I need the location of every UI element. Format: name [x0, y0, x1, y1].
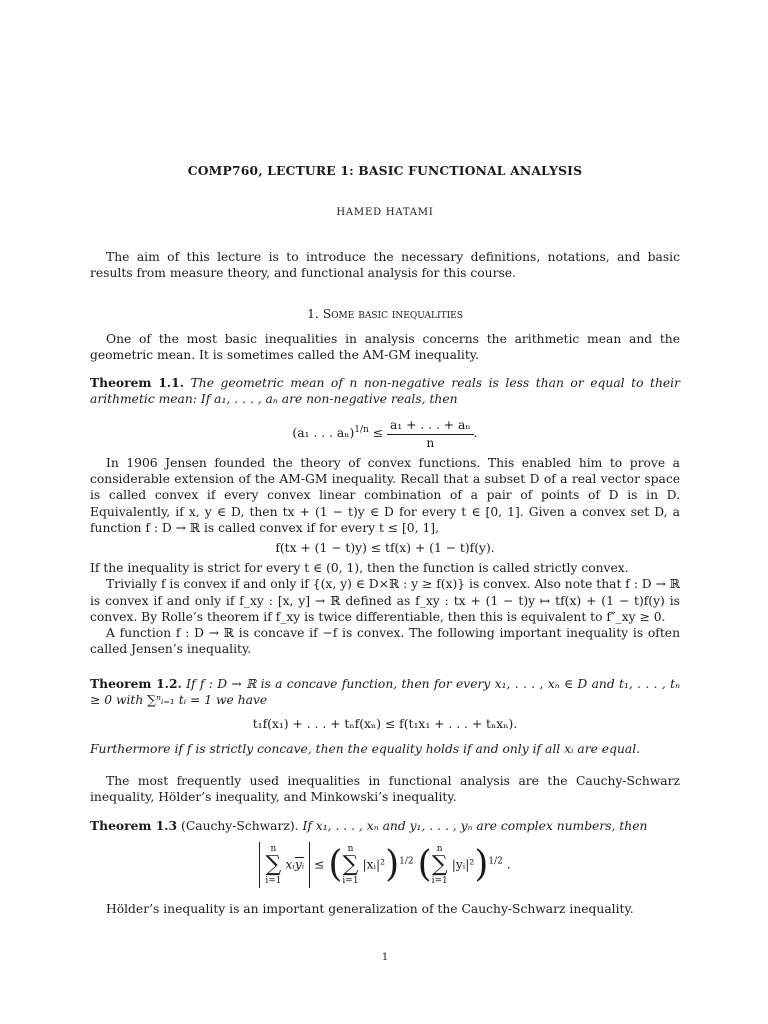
- convexity-equation: f(tx + (1 − t)y) ≤ tf(x) + (1 − t)f(y).: [275, 541, 495, 556]
- concave-definition: A function f : D → ℝ is concave if −f is convex. The following important inequality is often called Jensen’s inequality.: [90, 626, 680, 657]
- section-number: 1.: [307, 307, 319, 321]
- theorem-label: Theorem 1.1.: [90, 375, 185, 390]
- section-title: Some basic inequalities: [322, 307, 463, 321]
- strict-convex-text: If the inequality is strict for every t ∈ (0, 1), then the function is called strictly convex.: [90, 561, 629, 576]
- cs-intro-paragraph: The most frequently used inequalities in functional analysis are the Cauchy-Schwarz inequality, Hölder’s inequality, and Minkowski’s inequality.: [90, 774, 680, 805]
- section-heading: [90, 306, 680, 322]
- amgm-equation: (a₁ . . . aₙ)$^{1/n}$ ≤ $\frac{\text{a₁ + . . . + aₙ}}{n}$ .: [292, 418, 478, 450]
- theorem-statement: If x₁, . . . , xₙ and y₁, . . . , yₙ are complex numbers, then: [302, 819, 648, 833]
- theorem-label: Theorem 1.2.: [90, 676, 182, 691]
- paper-title: COMP760, LECTURE 1: BASIC FUNCTIONAL ANALYSIS: [187, 163, 583, 178]
- theorem-statement: The geometric mean of n non-negative reals is less than or equal to their arithmetic mean: If a₁, . . . , aₙ are non-negative reals, then: [90, 376, 680, 407]
- page-number: 1: [381, 952, 389, 963]
- convexity-characterization: Trivially f is convex if and only if {(x, y) ∈ D×ℝ : y ≥ f(x)} is convex. Also note that f : D → ℝ is convex if and only if f_xy : [x, y] → ℝ defined as f_xy : tx + (1 − t)y ↦ tf(x) + (1 − t)f(y) is convex. By Rolle’s theorem if f_xy is twice differentiable, then this is equivalent to f″_xy ≥ 0.: [90, 577, 681, 624]
- jensen-paragraph: In 1906 Jensen founded the theory of convex functions. This enabled him to prove a considerable extension of the AM-GM inequality. Recall that a subset D of a real vector space is called convex if every convex linear combination of a pair of points of D is in D. Equivalently, if x, y ∈ D, then tx + (1 − t)y ∈ D for every t ∈ [0, 1]. Given a convex set D, a function f : D → ℝ is called convex if for every t ≤ [0, 1], f(tx + (1 − t)y) ≤ tf(x) + (1 − t)f(y). If the inequality is strict for every t ∈ (0, 1), then the function is called strictly convex. Trivially f is convex if and only if {(x, y) ∈ D×ℝ : y ≥ f(x)} is convex. Also note that f : D → ℝ is convex if and only if f_xy : [x, y] → ℝ defined as f_xy : tx + (1 − t)y ↦ tf(x) + (1 − t)f(y) is convex. By Rolle’s theorem if f_xy is twice differentiable, then this is equivalent to f″_xy ≥ 0. A function f : D → ℝ is concave if −f is convex. The following important inequality is often called Jensen’s inequality.: [90, 456, 681, 657]
- theorem-remark: Furthermore if f is strictly concave, then the equality holds if and only if all xᵢ are equal.: [90, 741, 641, 756]
- theorem-label: Theorem 1.3: [90, 818, 178, 833]
- theorem-1-1: [90, 375, 680, 451]
- jensen-equation: t₁f(x₁) + . . . + tₙf(xₙ) ≤ f(t₁x₁ + . . . + tₙxₙ).: [252, 717, 518, 732]
- cauchy-schwarz-equation: n ∑ i=1 $xᵢ\overline{yᵢ}$ ≤ ( n ∑ i=1 |xᵢ|²)$^{1/2}$ ( n ∑ i=1 |yᵢ|²)$^{1/2}$ .: [90, 842, 680, 888]
- theorem-name: (Cauchy-Schwarz).: [181, 819, 299, 833]
- intro-paragraph: The aim of this lecture is to introduce the necessary definitions, notations, and basic results from measure theory, and functional analysis for this course.: [90, 250, 680, 281]
- author-name: HAMED HATAMI: [336, 207, 434, 218]
- amgm-intro-paragraph: One of the most basic inequalities in analysis concerns the arithmetic mean and the geometric mean. It is sometimes called the AM-GM inequality.: [90, 332, 680, 363]
- holder-paragraph: Hölder’s inequality is an important generalization of the Cauchy-Schwarz inequality.: [106, 902, 634, 916]
- theorem-statement: If f : D → ℝ is a concave function, then for every x₁, . . . , xₙ ∈ D and t₁, . . . , tₙ ≥ 0 with ∑ⁿᵢ₌₁ tᵢ = 1 we have: [90, 677, 680, 708]
- theorem-1-3: [90, 818, 680, 888]
- theorem-1-2: [90, 676, 680, 757]
